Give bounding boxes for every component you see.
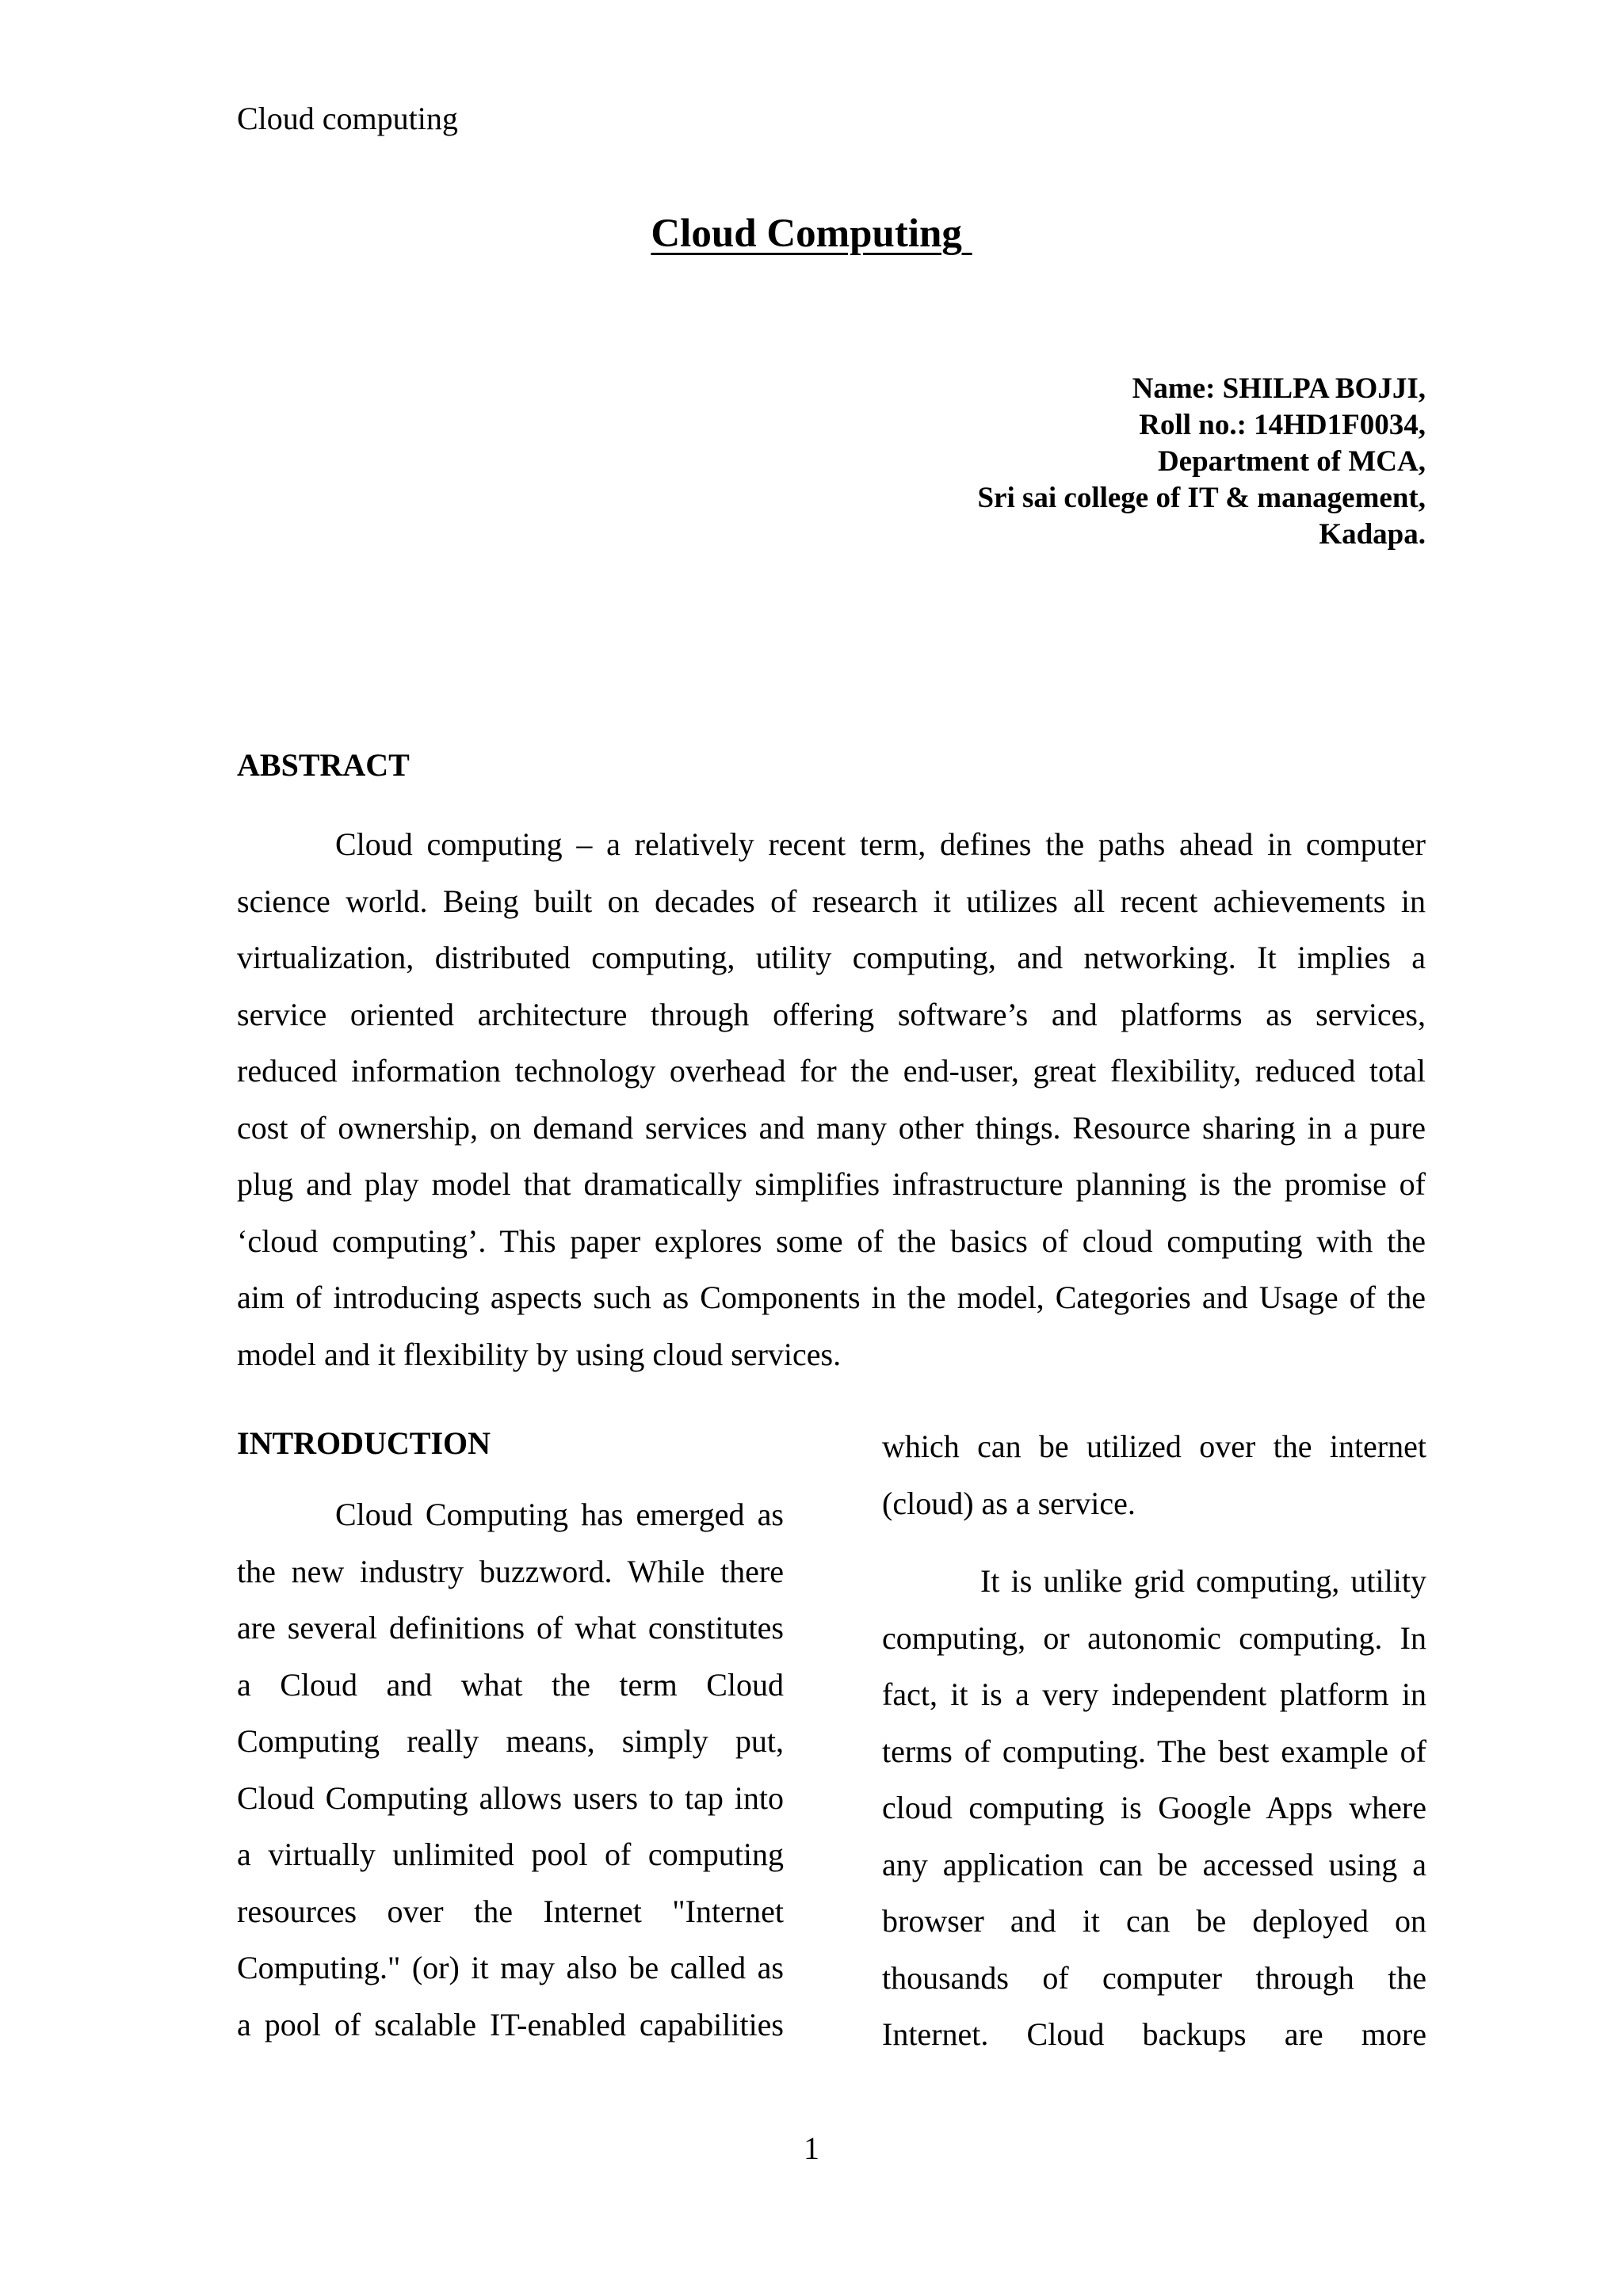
intro-right-line: browser and it can be deployed on xyxy=(882,1903,1426,1939)
intro-right-line: Internet. Cloud backups are more xyxy=(882,2016,1426,2052)
intro-left-line: are several definitions of what constitutes xyxy=(237,1610,784,1646)
abstract-line: plug and play model that dramatically simplifies infrastructure planning is the promise of xyxy=(237,1166,1426,1202)
introduction-right-column-top xyxy=(882,1418,1426,1531)
abstract-line: virtualization, distributed computing, utility computing, and networking. It implies a xyxy=(237,940,1426,975)
abstract-heading: ABSTRACT xyxy=(237,747,410,783)
intro-right-line: It is unlike grid computing, utility xyxy=(980,1563,1426,1599)
abstract-line: service oriented architecture through offering software’s and platforms as services, xyxy=(237,996,1426,1032)
introduction-heading: INTRODUCTION xyxy=(237,1425,491,1461)
introduction-right-column-paragraph xyxy=(882,1553,1426,2063)
author-block xyxy=(977,371,1426,553)
intro-left-line: a virtually unlimited pool of computing xyxy=(237,1836,784,1872)
abstract-line: aim of introducing aspects such as Components in the model, Categories and Usage of the xyxy=(237,1280,1426,1315)
author-college: Sri sai college of IT & management, xyxy=(977,482,1426,514)
abstract-paragraph xyxy=(237,816,1426,1383)
intro-left-line: Cloud Computing has emerged as xyxy=(335,1497,784,1532)
author-department: Department of MCA, xyxy=(1157,445,1426,478)
introduction-left-column xyxy=(237,1486,784,2053)
intro-right-line: which can be utilized over the internet xyxy=(882,1428,1426,1464)
intro-left-line: resources over the Internet "Internet xyxy=(237,1893,784,1929)
title-text: Cloud Computing xyxy=(651,212,972,256)
author-city: Kadapa. xyxy=(1319,518,1426,551)
abstract-line: model and it flexibility by using cloud services. xyxy=(237,1336,842,1372)
intro-right-line: cloud computing is Google Apps where xyxy=(882,1790,1426,1825)
intro-right-line: (cloud) as a service. xyxy=(882,1485,1136,1521)
abstract-line: reduced information technology overhead for the end-user, great flexibility, reduced total xyxy=(237,1053,1426,1089)
running-header: Cloud computing xyxy=(237,101,458,136)
intro-right-line: terms of computing. The best example of xyxy=(882,1733,1426,1769)
page-title xyxy=(0,208,1623,260)
intro-right-line: any application can be accessed using a xyxy=(882,1846,1426,1882)
intro-left-line: a pool of scalable IT-enabled capabilities xyxy=(237,2006,784,2042)
intro-right-line: thousands of computer through the xyxy=(882,1959,1426,1996)
intro-left-line: Computing really means, simply put, xyxy=(237,1723,784,1759)
intro-right-line: fact, it is a very independent platform in xyxy=(882,1676,1426,1712)
intro-left-line: a Cloud and what the term Cloud xyxy=(237,1666,784,1703)
intro-left-line: the new industry buzzword. While there xyxy=(237,1553,784,1589)
author-name: Name: SHILPA BOJJI, xyxy=(1132,372,1426,405)
abstract-line: Cloud computing – a relatively recent term, defines the paths ahead in computer xyxy=(335,826,1426,862)
abstract-line: science world. Being built on decades of research it utilizes all recent achievements in xyxy=(237,883,1426,919)
author-roll-number: Roll no.: 14HD1F0034, xyxy=(1139,409,1426,441)
intro-right-line: computing, or autonomic computing. In xyxy=(882,1619,1426,1656)
abstract-line: ‘cloud computing’. This paper explores some of the basics of cloud computing with the xyxy=(237,1222,1426,1259)
intro-left-line: Cloud Computing allows users to tap into xyxy=(237,1779,784,1816)
page-number: 1 xyxy=(804,2130,819,2166)
intro-left-line: Computing." (or) it may also be called as xyxy=(237,1950,784,1985)
abstract-line: cost of ownership, on demand services and many other things. Resource sharing in a pure xyxy=(237,1109,1426,1146)
